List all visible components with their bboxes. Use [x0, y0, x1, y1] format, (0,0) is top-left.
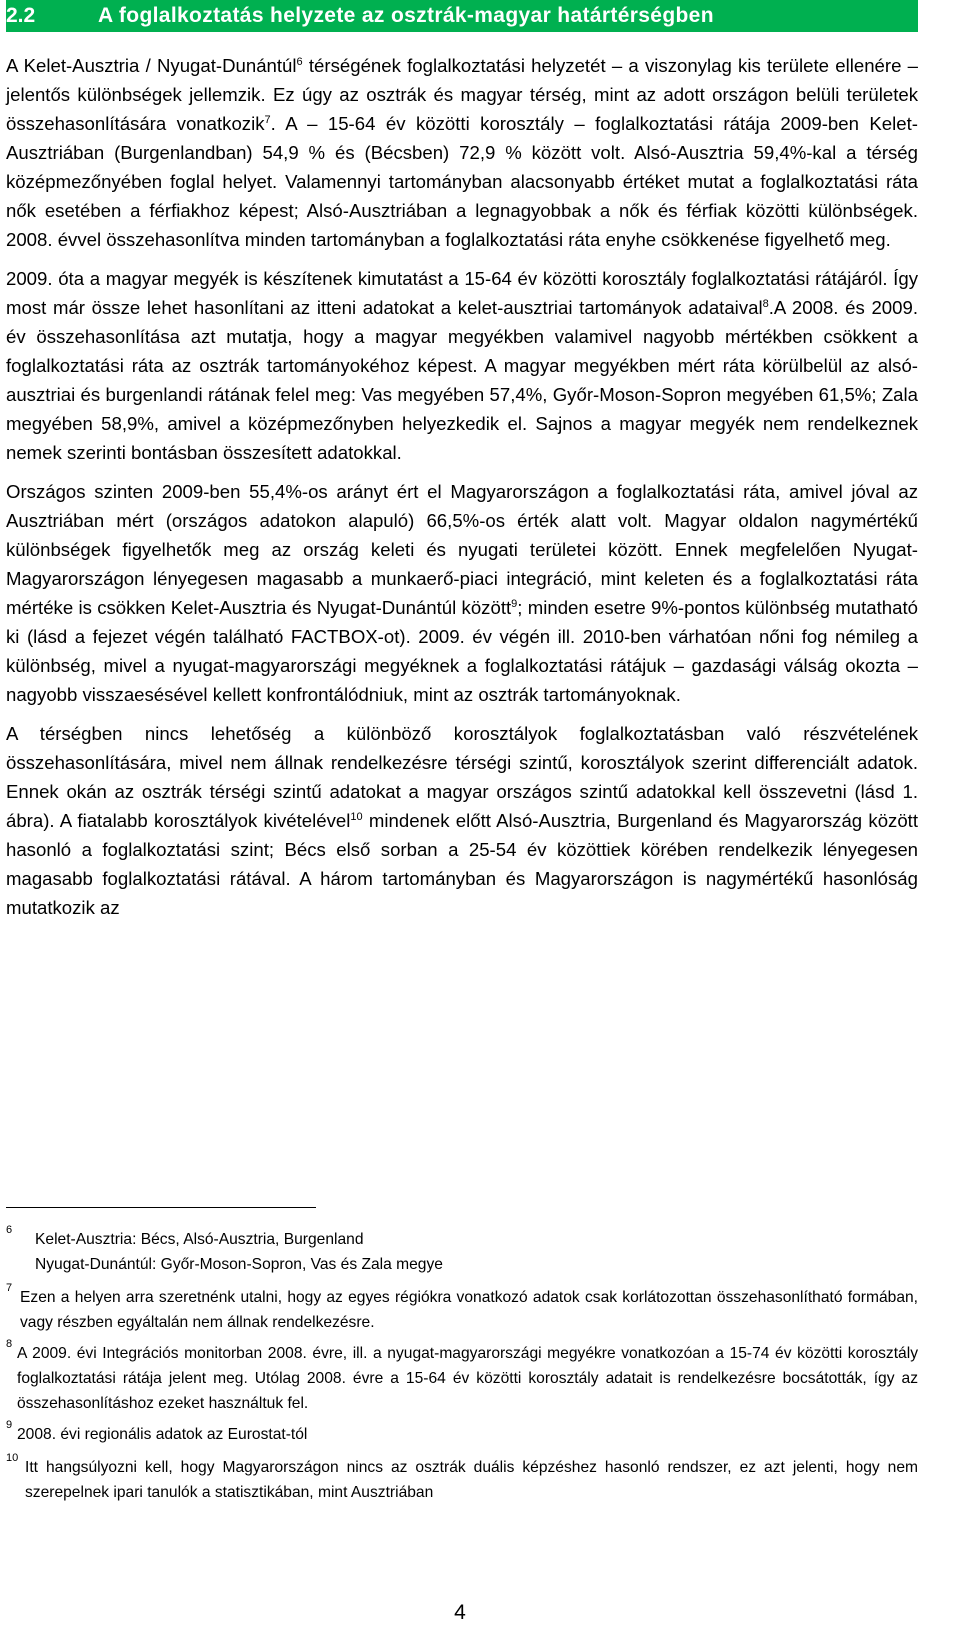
footnote-ref-9: 9 — [511, 597, 518, 610]
footnote-text: Ezen a helyen arra szeretnénk utalni, hogy az egyes régiókra vonatkozó adatok csak korlátozottan összehasonlítható formában, vagy részben egyáltalán nem állnak rendelkezésre. — [20, 1289, 918, 1331]
footnote-ref-6: 6 — [296, 55, 303, 68]
footnote-10 — [6, 1452, 918, 1505]
paragraph-national-level — [6, 477, 918, 709]
footnote-text: A 2009. évi Integrációs monitorban 2008. évre, ill. a nyugat-magyarországi megyékre vonatkozóan a 15-74 év közötti korosztály foglalkoztatási rátája jelent meg. Utólag 2008. évre a 15-64 év közötti korosztály adatait is rendelkezésre bocsátották, így az összehasonlításhoz ezeket használtuk fel. — [17, 1345, 918, 1412]
paragraph-text: térségének foglalkoztatási helyzetét – a viszonylag kis területe ellenére – jelentős különbségek jellemzik. Ez úgy az osztrák és magyar térség, mint az adott országon belüli területek összehasonlítására vonatkozik — [6, 55, 918, 134]
footnote-9 — [6, 1419, 918, 1447]
footnote-mark: 8 — [6, 1338, 13, 1350]
paragraph-age-groups — [6, 719, 918, 922]
footnote-text: Kelet-Ausztria: Bécs, Alsó-Ausztria, Burgenland — [35, 1231, 364, 1248]
footnote-7 — [6, 1282, 918, 1335]
paragraph-text: A térségben nincs lehetőség a különböző korosztályok foglalkoztatásban való részvételének összehasonlítására, mivel nem állnak rendelkezésre térségi szintű, korosztályok szerint differenciált adatok. Ennek okán az osztrák térségi szintű adatokat a magyar országos szintű adatokkal kell összevetni (lásd 1. ábra). A fiatalabb korosztályok kivételével — [6, 723, 918, 831]
paragraph-text: A Kelet-Ausztria / Nyugat-Dunántúl — [6, 55, 297, 76]
section-title: A foglalkoztatás helyzete az osztrák-magyar határtérségben — [98, 4, 714, 27]
footnote-text: Nyugat-Dunántúl: Győr-Moson-Sopron, Vas és Zala megye — [35, 1256, 443, 1273]
paragraph-hungarian-counties — [6, 264, 918, 467]
footnote-text: Itt hangsúlyozni kell, hogy Magyarországon nincs az osztrák duális képzéshez hasonló rendszer, ez azt jelenti, hogy nem szerepelnek ipari tanulók a statisztikában, mint Ausztriában — [25, 1459, 918, 1501]
paragraph-text: .A 2008. és 2009. év összehasonlítása azt mutatja, hogy a magyar megyékben valamivel nagyobb mértékben csökkent a foglalkoztatási ráta az osztrák tartományokéhoz képest. A magyar megyékben mért ráta körülbelül az alsó-ausztriai és burgenlandi rátának felel meg: Vas megyében 57,4%, Győr-Moson-Sopron megyében 61,5%; Zala megyében 58,9%, amivel a középmezőnyben helyezkedik el. Sajnos a magyar megyék nem rendelkeznek nemek szerinti bontásban összesített adatokkal. — [6, 297, 918, 463]
footnote-ref-10: 10 — [350, 810, 363, 823]
footnote-mark: 6 — [6, 1224, 13, 1236]
footnote-mark: 10 — [6, 1452, 19, 1464]
paragraph-text: 2009. óta a magyar megyék is készítenek kimutatást a 15-64 év közötti korosztály foglalkoztatási rátájáról. Így most már össze lehet hasonlítani az itteni adatokat a kelet-ausztriai tartományok adataival — [6, 268, 918, 318]
footnote-ref-7: 7 — [264, 113, 271, 126]
section-number: 2.2 — [6, 4, 36, 27]
footnote-separator — [6, 1207, 316, 1208]
paragraph-text: . A – 15-64 év közötti korosztály – foglalkoztatási rátája 2009-ben Kelet-Ausztriában (Burgenlandban) 54,9 % és (Bécsben) 72,9 % között volt. Alsó-Ausztria 59,4%-kal a térség középmezőnyében foglal helyet. Valamennyi tartományban alacsonyabb értéket mutat a foglalkoztatási ráta nők esetében a férfiakhoz képest; Alsó-Ausztriában a legnagyobbak a nők és férfiak közötti különbségek. 2008. évvel összehasonlítva minden tartományban a foglalkoztatási ráta enyhe csökkenése figyelhető meg. — [6, 113, 918, 250]
document-page — [6, 0, 918, 922]
page-number: 4 — [454, 1601, 466, 1624]
paragraph-text: ; minden esetre 9%-pontos különbség mutatható ki (lásd a fejezet végén található FACTBOX-ot). 2009. év végén ill. 2010-ben várhatóan nőni fog némileg a különbség, mivel a nyugat-magyarországi megyéknek a foglalkoztatási rátájuk – gazdasági válság okozta – nagyobb visszaesésével kellett konfrontálódniuk, mint az osztrák tartományoknak. — [6, 597, 918, 705]
footnote-mark: 9 — [6, 1419, 13, 1431]
footnote-6 — [6, 1224, 918, 1277]
footnote-8 — [6, 1338, 918, 1416]
footnote-mark: 7 — [6, 1282, 13, 1294]
paragraph-text: mindenek előtt Alsó-Ausztria, Burgenland és Magyarország között hasonló a foglalkoztatási szint; Bécs első sorban a 25-54 év közöttiek körében rendelkezik lényegesen magasabb foglalkoztatási rátával. A három tartományban és Magyarországon is nagymértékű hasonlóság mutatkozik az — [6, 810, 918, 918]
footnotes — [6, 1224, 918, 1505]
paragraph-text: Országos szinten 2009-ben 55,4%-os arányt ért el Magyarországon a foglalkoztatási ráta, amivel jóval az Ausztriában mért (országos adatokon alapuló) 66,5%-os érték alatt volt. Magyar oldalon nagymértékű különbségek figyelhetők meg az ország keleti és nyugati területei között. Ennek megfelelően Nyugat-Magyarországon lényegesen magasabb a munkaerő-piaci integráció, mint keleten és a foglalkoztatási ráta mértéke is csökken Kelet-Ausztria és Nyugat-Dunántúl között — [6, 481, 918, 618]
footnote-ref-8: 8 — [762, 297, 769, 310]
footnote-text: 2008. évi regionális adatok az Eurostat-tól — [17, 1426, 308, 1443]
section-heading — [6, 0, 918, 32]
paragraph-employment-overview — [6, 51, 918, 254]
